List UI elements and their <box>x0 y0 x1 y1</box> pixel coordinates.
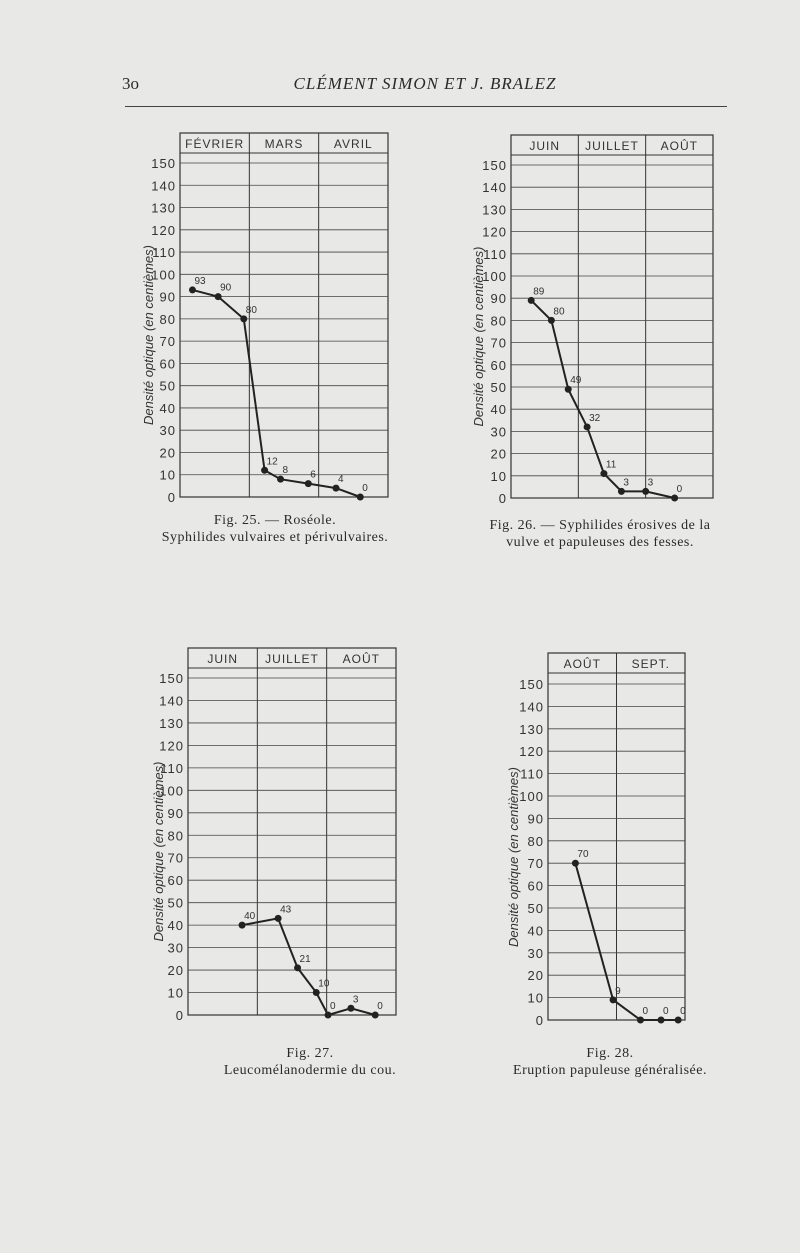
data-label: 0 <box>642 1006 649 1017</box>
y-tick-label: 120 <box>151 222 176 238</box>
figure-26-caption <box>450 517 750 551</box>
data-point <box>347 1005 354 1012</box>
data-point <box>325 1012 332 1019</box>
data-label: 0 <box>330 1001 336 1012</box>
data-label: 3 <box>352 994 359 1006</box>
month-label: AVRIL <box>333 137 373 151</box>
y-tick-label: 100 <box>159 783 184 799</box>
y-tick-label: 120 <box>519 744 544 760</box>
data-label: 40 <box>244 911 256 923</box>
data-label: 3 <box>623 477 629 489</box>
month-label: AOÛT <box>660 139 699 153</box>
y-tick-label: 60 <box>159 356 176 372</box>
series-line <box>531 300 674 498</box>
data-label: 0 <box>680 1006 686 1017</box>
figure-27-caption-line-2: Leucomélanodermie du cou. <box>223 1063 397 1078</box>
y-tick-label: 0 <box>175 1008 184 1023</box>
data-point <box>658 1017 665 1024</box>
y-tick-label: 140 <box>482 180 507 196</box>
y-tick-label: 100 <box>482 269 507 284</box>
data-point <box>548 317 555 324</box>
y-tick-label: 60 <box>527 878 544 894</box>
data-point <box>600 470 607 477</box>
y-tick-label: 100 <box>151 267 176 283</box>
y-axis-label: Densité optique (en centièmes) <box>506 767 521 947</box>
y-tick-label: 50 <box>159 378 176 394</box>
y-tick-label: 0 <box>535 1013 544 1028</box>
month-label: AOÛT <box>342 652 381 666</box>
y-tick-label: 60 <box>167 873 184 889</box>
y-tick-label: 130 <box>151 200 176 216</box>
y-tick-label: 90 <box>159 289 176 305</box>
data-label: 3 <box>647 477 654 489</box>
figure-28-caption-line-2: Eruption papuleuse généralisée. <box>513 1063 707 1078</box>
y-tick-label: 120 <box>159 738 184 754</box>
y-tick-label: 20 <box>167 963 184 979</box>
plot-frame <box>188 648 396 1015</box>
y-tick-label: 150 <box>519 677 544 692</box>
data-label: 12 <box>266 456 278 468</box>
figure-27-chart <box>151 648 396 1023</box>
month-label: JUIN <box>529 139 561 153</box>
y-tick-label: 20 <box>159 445 176 461</box>
y-axis-label: Densité optique (en centièmes) <box>151 761 166 942</box>
y-tick-label: 70 <box>159 334 176 350</box>
y-tick-label: 110 <box>152 245 176 261</box>
data-point <box>239 922 246 929</box>
data-point <box>277 476 284 483</box>
y-tick-label: 50 <box>167 895 184 911</box>
running-head: CLÉMENT SIMON ET J. BRALEZ <box>293 74 557 93</box>
data-label: 21 <box>299 953 311 965</box>
month-label: JUILLET <box>585 139 639 153</box>
data-point <box>565 386 572 393</box>
month-label: AOÛT <box>563 657 601 671</box>
month-label: JUIN <box>207 652 239 666</box>
data-label: 43 <box>280 904 292 916</box>
month-label: JUILLET <box>265 652 319 666</box>
data-point <box>189 286 196 293</box>
data-point <box>275 915 282 922</box>
data-point <box>240 315 247 322</box>
y-tick-label: 50 <box>490 380 507 395</box>
data-point <box>572 860 579 867</box>
figure-28-caption <box>470 1045 750 1079</box>
y-axis-label: Densité optique (en centièmes) <box>141 245 156 425</box>
data-label: 0 <box>362 483 368 494</box>
y-tick-label: 140 <box>159 693 184 709</box>
figure-27-caption-line-1: Fig. 27. <box>286 1046 334 1061</box>
y-tick-label: 0 <box>167 490 176 505</box>
y-tick-label: 140 <box>151 178 176 194</box>
data-point <box>675 1017 682 1024</box>
y-tick-label: 0 <box>498 491 507 506</box>
y-tick-label: 130 <box>159 715 184 731</box>
figure-25-caption-line-2: Syphilides vulvaires et périvulvaires. <box>161 530 389 545</box>
y-tick-label: 70 <box>490 335 507 351</box>
data-point <box>357 494 364 501</box>
data-label: 6 <box>310 469 316 481</box>
figure-26-caption-line-1: Fig. 26. — Syphilides érosives de la <box>489 518 711 533</box>
data-label: 9 <box>615 985 621 997</box>
y-tick-label: 120 <box>482 224 507 240</box>
data-label: 8 <box>282 465 289 477</box>
y-tick-label: 60 <box>490 357 507 373</box>
y-tick-label: 30 <box>167 940 184 956</box>
data-label: 80 <box>553 306 565 318</box>
y-tick-label: 10 <box>159 467 176 483</box>
figure-28-caption-line-1: Fig. 28. <box>586 1046 634 1061</box>
data-point <box>642 488 649 495</box>
y-tick-label: 20 <box>527 968 544 984</box>
figure-27-caption <box>160 1045 460 1079</box>
y-tick-label: 130 <box>519 721 544 737</box>
data-point <box>610 996 617 1003</box>
data-point <box>618 488 625 495</box>
y-tick-label: 80 <box>527 833 544 849</box>
y-tick-label: 70 <box>167 850 184 866</box>
y-tick-label: 150 <box>151 156 176 171</box>
data-point <box>528 297 535 304</box>
y-tick-label: 110 <box>160 760 184 776</box>
figure-26-caption-line-2: vulve et papuleuses des fesses. <box>506 535 694 550</box>
y-tick-label: 90 <box>490 291 507 307</box>
data-label: 11 <box>605 459 617 471</box>
data-label: 80 <box>245 304 257 316</box>
y-tick-label: 10 <box>167 985 184 1001</box>
y-tick-label: 80 <box>159 311 176 327</box>
month-label: MARS <box>264 137 304 151</box>
data-point <box>637 1017 644 1024</box>
y-tick-label: 30 <box>527 945 544 961</box>
month-label: FÉVRIER <box>185 137 245 151</box>
figure-25-caption-line-1: Fig. 25. — Roséole. <box>213 513 337 528</box>
data-point <box>215 293 222 300</box>
data-label: 49 <box>570 375 582 387</box>
y-tick-label: 10 <box>527 990 544 1006</box>
y-tick-label: 10 <box>490 468 507 484</box>
y-axis-label: Densité optique (en centièmes) <box>471 246 486 427</box>
y-tick-label: 90 <box>167 805 184 821</box>
figure-26-chart <box>471 135 713 506</box>
data-label: 0 <box>663 1006 669 1017</box>
data-label: 90 <box>220 282 232 294</box>
y-tick-label: 30 <box>490 424 507 440</box>
data-point <box>305 480 312 487</box>
y-tick-label: 100 <box>519 789 544 804</box>
data-point <box>261 467 268 474</box>
data-label: 32 <box>589 412 601 424</box>
y-tick-label: 40 <box>159 400 176 416</box>
y-tick-label: 110 <box>520 766 544 782</box>
figure-28-chart <box>506 653 686 1028</box>
month-label: SEPT. <box>631 657 670 671</box>
data-label: 93 <box>194 275 206 287</box>
y-tick-label: 130 <box>482 202 507 218</box>
page-number: 3o <box>122 74 139 93</box>
y-tick-label: 150 <box>482 158 507 173</box>
figure-25-caption <box>120 512 430 546</box>
y-tick-label: 20 <box>490 446 507 462</box>
data-point <box>333 485 340 492</box>
data-label: 4 <box>338 474 344 486</box>
plot-frame <box>511 135 713 498</box>
data-label: 70 <box>577 849 589 861</box>
data-point <box>313 989 320 996</box>
y-tick-label: 150 <box>159 671 184 686</box>
data-point <box>584 423 591 430</box>
y-tick-label: 70 <box>527 856 544 872</box>
data-label: 10 <box>318 978 330 990</box>
data-point <box>372 1012 379 1019</box>
y-tick-label: 90 <box>527 811 544 827</box>
data-label: 0 <box>676 484 683 495</box>
y-tick-label: 40 <box>527 923 544 939</box>
data-point <box>294 964 301 971</box>
y-tick-label: 80 <box>490 313 507 329</box>
y-tick-label: 30 <box>159 423 176 439</box>
y-tick-label: 40 <box>167 918 184 934</box>
y-tick-label: 110 <box>483 246 507 262</box>
data-label: 0 <box>377 1001 383 1012</box>
series-line <box>575 863 678 1020</box>
data-point <box>671 495 678 502</box>
figure-25-chart <box>141 133 388 505</box>
y-tick-label: 40 <box>490 402 507 418</box>
y-tick-label: 50 <box>527 901 544 916</box>
data-label: 89 <box>533 286 545 298</box>
y-tick-label: 140 <box>519 699 544 715</box>
y-tick-label: 80 <box>167 828 184 844</box>
plot-frame <box>180 133 388 497</box>
